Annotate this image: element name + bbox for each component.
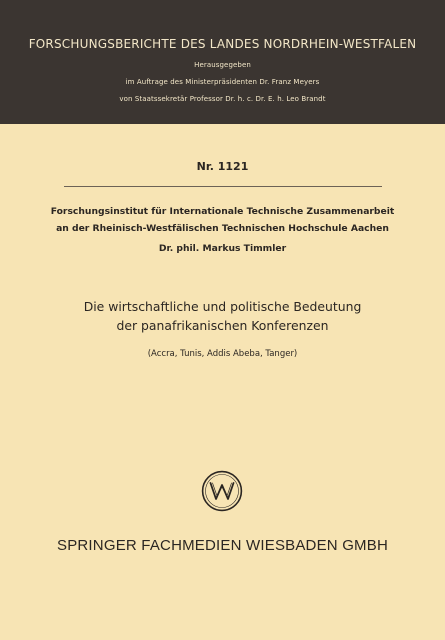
header-band <box>0 0 445 124</box>
book-title-line-2: der panafrikanischen Konferenzen <box>116 318 329 333</box>
author-name: Dr. phil. Markus Timmler <box>158 243 287 254</box>
book-title-line-1: Die wirtschaftliche und politische Bedeutung <box>83 299 362 314</box>
institute-line-1: Forschungsinstitut für Internationale Technische Zusammenarbeit <box>50 206 395 217</box>
springer-w-logo-icon <box>201 470 243 512</box>
secretary-line: von Staatssekretär Professor Dr. h. c. Dr. E. h. Leo Brandt <box>119 95 326 103</box>
series-title: FORSCHUNGSBERICHTE DES LANDES NORDRHEIN-WESTFALEN <box>28 37 417 51</box>
book-subtitle: (Accra, Tunis, Addis Abeba, Tanger) <box>147 349 298 359</box>
editor-label: Herausgegeben <box>194 61 251 69</box>
institute-line-2: an der Rheinisch-Westfälischen Technischen Hochschule Aachen <box>56 223 389 234</box>
commission-line: im Auftrage des Ministerpräsidenten Dr. Franz Meyers <box>125 78 320 86</box>
publisher-name: SPRINGER FACHMEDIEN WIESBADEN GMBH <box>56 537 388 554</box>
report-number: Nr. 1121 <box>196 160 249 173</box>
divider-rule <box>64 186 382 187</box>
